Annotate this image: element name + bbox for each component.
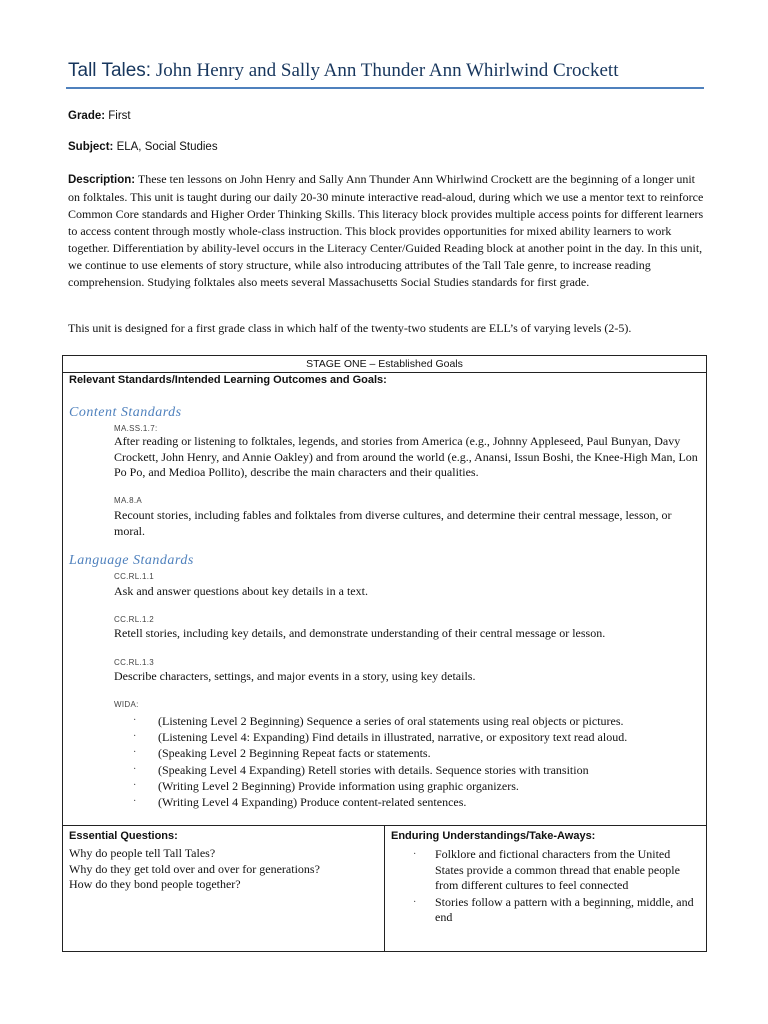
bullet-icon: · [133, 795, 137, 807]
enduring-item: · Stories follow a pattern with a beginning, middle, and end [413, 894, 694, 924]
stage-one-subheading: Relevant Standards/Intended Learning Outcomes and Goals: [69, 374, 387, 386]
wida-code: WIDA: [114, 700, 139, 709]
wida-item: · (Speaking Level 2 Beginning Repeat facts or statements. [133, 746, 431, 761]
column-divider [384, 826, 385, 951]
subject-field [68, 141, 218, 153]
questions-table [62, 825, 707, 952]
grade-label: Grade: [68, 110, 106, 122]
wida-item: · (Listening Level 2 Beginning) Sequence a series of oral statements using real objects or pictures. [133, 714, 624, 728]
subject-value: ELA, Social Studies [113, 141, 218, 153]
standard-code: MA.SS.1.7: [114, 424, 158, 433]
wida-item: · (Speaking Level 4 Expanding) Retell stories with details. Sequence stories with transition [133, 762, 589, 777]
standard-code: CC.RL.1.3 [114, 658, 155, 667]
wida-item: · (Writing Level 4 Expanding) Produce content-related sentences. [133, 794, 467, 809]
bullet-icon: · [133, 715, 137, 726]
essential-question: Why do they get told over and over for generations? [69, 861, 320, 876]
enduring-understandings-heading: Enduring Understandings/Take-Aways: [391, 830, 596, 842]
bullet-icon: · [133, 731, 137, 743]
title-rest: John Henry and Sally Ann Thunder Ann Whirlwind Crockett [151, 60, 619, 81]
wida-list [133, 713, 693, 810]
bullet-icon: · [413, 849, 417, 860]
enduring-item: · Folklore and fictional characters from the United States provide a common thread that enable people from different cultures to feel connected [413, 847, 680, 892]
bullet-icon: · [133, 763, 137, 775]
title-rule [66, 87, 704, 89]
standard-text: Ask and answer questions about key details in a text. [114, 584, 368, 598]
standard-text: Describe characters, settings, and major events in a story, using key details. [114, 669, 476, 683]
essential-question: Why do people tell Tall Tales? [69, 846, 216, 860]
wida-item: · (Writing Level 2 Beginning) Provide information using graphic organizers. [133, 778, 519, 793]
design-note: This unit is designed for a first grade class in which half of the twenty-two students are ELL’s of varying levels (2-5). [68, 321, 632, 335]
stage-one-table [62, 355, 707, 826]
bullet-icon: · [413, 896, 417, 908]
standard-code: MA.8.A [114, 496, 143, 505]
grade-field [68, 110, 131, 122]
description-text: These ten lessons on John Henry and Sally Ann Thunder Ann Whirlwind Crockett are the beginning of a longer unit on folktales. This unit is taught during our daily 20-30 minute interactive read-aloud, during which we use a mentor text to reinforce Common Core standards and Higher Order Thinking Skills. This literacy block provides multiple access points for different learners to access content through mostly whole-class instruction. This block provides opportunities for mixed ability learners to work together. Differentiation by ability-level occurs in the Literacy Center/Guided Reading block at another point in the day. In this unit, we continue to use elements of story structure, while also introducing attributes of the Tall Tale genre, to increase reading comprehension. Studying folktales also meets several Massachusetts Social Studies standards for first grade. [68, 172, 704, 289]
standard-text: Recount stories, including fables and folktales from diverse cultures, and determine their central message, lesson, or moral. [114, 508, 672, 538]
bullet-icon: · [133, 779, 137, 791]
enduring-list [391, 847, 701, 927]
essential-question: How do they bond people together? [69, 877, 241, 891]
standard-text: After reading or listening to folktales, legends, and stories from America (e.g., Johnny Appleseed, Paul Bunyan, Davy Crockett, John Henry, and Annie Oakley) and from around the world (e.g., Anansi, Issun Boshi, the Knee-High Man, Lon Po Po, and Medioa Pollito), describe the main characters and their qualities. [114, 434, 698, 479]
stage-one-heading: STAGE ONE – Established Goals [63, 356, 706, 373]
standard-text: Retell stories, including key details, and demonstrate understanding of their central message or lesson. [114, 626, 606, 640]
bullet-icon: · [133, 747, 137, 759]
language-standards-heading: Language Standards [69, 553, 194, 568]
standard-code: CC.RL.1.2 [114, 615, 155, 624]
grade-value: First [105, 110, 131, 122]
standard-code: CC.RL.1.1 [114, 572, 155, 581]
page-title [68, 60, 708, 82]
content-standards-heading: Content Standards [69, 405, 182, 420]
title-prefix: Tall Tales: [68, 60, 152, 81]
description-paragraph [68, 171, 704, 291]
wida-item: · (Listening Level 4: Expanding) Find details in illustrated, narrative, or expository text read aloud. [133, 730, 628, 745]
description-label: Description: [68, 174, 136, 186]
essential-questions-heading: Essential Questions: [69, 830, 178, 842]
subject-label: Subject: [68, 141, 114, 153]
